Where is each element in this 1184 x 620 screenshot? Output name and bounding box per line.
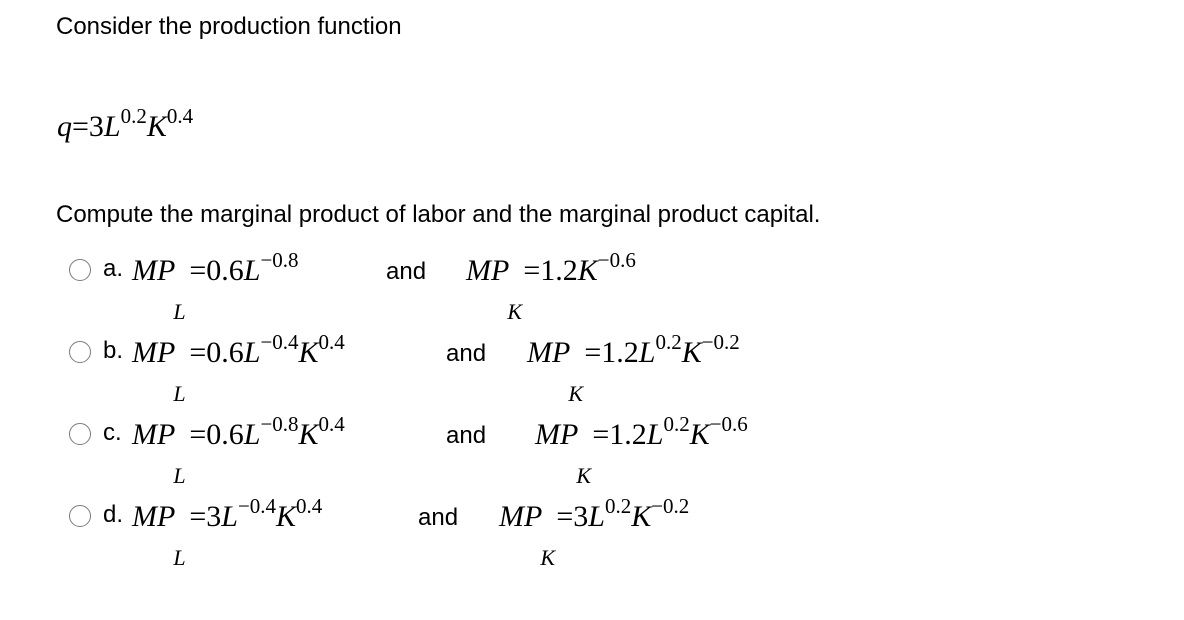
mpk-expression-exp1: 0.2 xyxy=(655,330,682,354)
mpl-expression xyxy=(132,412,345,488)
option-c[interactable] xyxy=(0,412,900,488)
option-letter: b. xyxy=(103,337,124,364)
radio-button[interactable] xyxy=(69,505,91,527)
mpl-expression-var2: K xyxy=(298,418,319,451)
mpk-expression-mp: MP xyxy=(499,500,543,533)
mpl-expression xyxy=(132,330,345,406)
prompt-text: Consider the production function xyxy=(56,13,402,40)
mpk-expression-exp2: −0.6 xyxy=(709,412,748,436)
option-letter: d. xyxy=(103,501,124,528)
mpk-expression-subscript: K xyxy=(576,463,592,488)
mpk-expression xyxy=(535,412,748,488)
function-coef: 3 xyxy=(88,110,104,143)
mpl-expression-exp1: −0.4 xyxy=(237,494,277,518)
mpk-expression-var1: L xyxy=(588,500,605,533)
mpl-expression-var2: K xyxy=(276,500,297,533)
function-eq: = xyxy=(72,110,89,143)
mpk-expression-mp: MP xyxy=(527,336,571,369)
mpl-expression-exp1: −0.8 xyxy=(260,412,299,436)
mpk-expression-rhs: =1.2 xyxy=(584,336,639,369)
radio-button[interactable] xyxy=(69,341,91,363)
option-a[interactable] xyxy=(0,248,900,324)
radio-button[interactable] xyxy=(69,423,91,445)
mpk-expression-var2: K xyxy=(681,336,702,369)
mpl-expression-exp2: 0.4 xyxy=(318,330,345,354)
mpk-expression-var2: K xyxy=(689,418,710,451)
mpl-expression-exp1: −0.8 xyxy=(260,248,299,272)
mpk-expression-rhs: =1.2 xyxy=(523,254,578,287)
mpl-expression-exp2: 0.4 xyxy=(318,412,345,436)
mpk-expression xyxy=(527,330,740,406)
radio-button[interactable] xyxy=(69,259,91,281)
mpl-expression xyxy=(132,248,299,324)
mpk-expression-rhs: =3 xyxy=(556,500,589,533)
mpk-expression-var1: K xyxy=(577,254,598,287)
mpl-expression xyxy=(132,494,323,570)
mpl-expression-rhs: =0.6 xyxy=(189,254,244,287)
mpk-expression xyxy=(466,248,636,324)
option-letter: c. xyxy=(103,419,122,446)
mpl-expression-rhs: =0.6 xyxy=(189,418,244,451)
mpl-expression-mp: MP xyxy=(132,500,176,533)
mpk-expression-rhs: =1.2 xyxy=(592,418,647,451)
mpk-expression-mp: MP xyxy=(535,418,579,451)
mpk-expression xyxy=(499,494,690,570)
production-function xyxy=(57,104,194,144)
mpk-expression-subscript: K xyxy=(507,299,523,324)
mpl-expression-subscript: L xyxy=(173,463,186,488)
mpk-expression-exp2: −0.2 xyxy=(701,330,740,354)
function-var-l: L xyxy=(103,110,121,143)
mpk-expression-mp: MP xyxy=(466,254,510,287)
and-connector: and xyxy=(446,340,487,367)
function-exp-l: 0.2 xyxy=(120,104,147,128)
mpl-expression-subscript: L xyxy=(173,381,186,406)
mpl-expression-var1: L xyxy=(243,254,261,287)
mpl-expression-mp: MP xyxy=(132,336,176,369)
mpl-expression-rhs: =0.6 xyxy=(189,336,244,369)
mpk-expression-exp1: 0.2 xyxy=(604,494,632,518)
mpl-expression-subscript: L xyxy=(173,545,186,570)
function-exp-k: 0.4 xyxy=(166,104,194,128)
mpk-expression-subscript: K xyxy=(568,381,584,406)
mpk-expression-var2: K xyxy=(631,500,652,533)
mpk-expression-exp2: −0.2 xyxy=(651,494,690,518)
mpl-expression-mp: MP xyxy=(132,418,176,451)
mpl-expression-mp: MP xyxy=(132,254,176,287)
mpk-expression-var1: L xyxy=(646,418,664,451)
mpl-expression-subscript: L xyxy=(173,299,186,324)
function-var-k: K xyxy=(146,110,167,143)
mpl-expression-var2: K xyxy=(298,336,319,369)
mpl-expression-exp1: −0.4 xyxy=(260,330,299,354)
mpl-expression-rhs: =3 xyxy=(189,500,222,533)
mpl-expression-var1: L xyxy=(221,500,238,533)
mpk-expression-exp1: −0.6 xyxy=(597,248,636,272)
mpl-expression-var1: L xyxy=(243,336,261,369)
option-b[interactable] xyxy=(0,330,900,406)
and-connector: and xyxy=(446,422,487,449)
option-d[interactable] xyxy=(0,494,900,570)
mpk-expression-exp1: 0.2 xyxy=(663,412,690,436)
question-text: Compute the marginal product of labor and the marginal product capital. xyxy=(56,201,821,228)
and-connector: and xyxy=(386,258,427,285)
option-letter: a. xyxy=(103,255,124,282)
function-lhs: q xyxy=(57,110,72,143)
mpl-expression-exp2: 0.4 xyxy=(296,494,323,518)
mpk-expression-subscript: K xyxy=(540,545,556,570)
mpl-expression-var1: L xyxy=(243,418,261,451)
mpk-expression-var1: L xyxy=(638,336,656,369)
and-connector: and xyxy=(418,504,459,531)
